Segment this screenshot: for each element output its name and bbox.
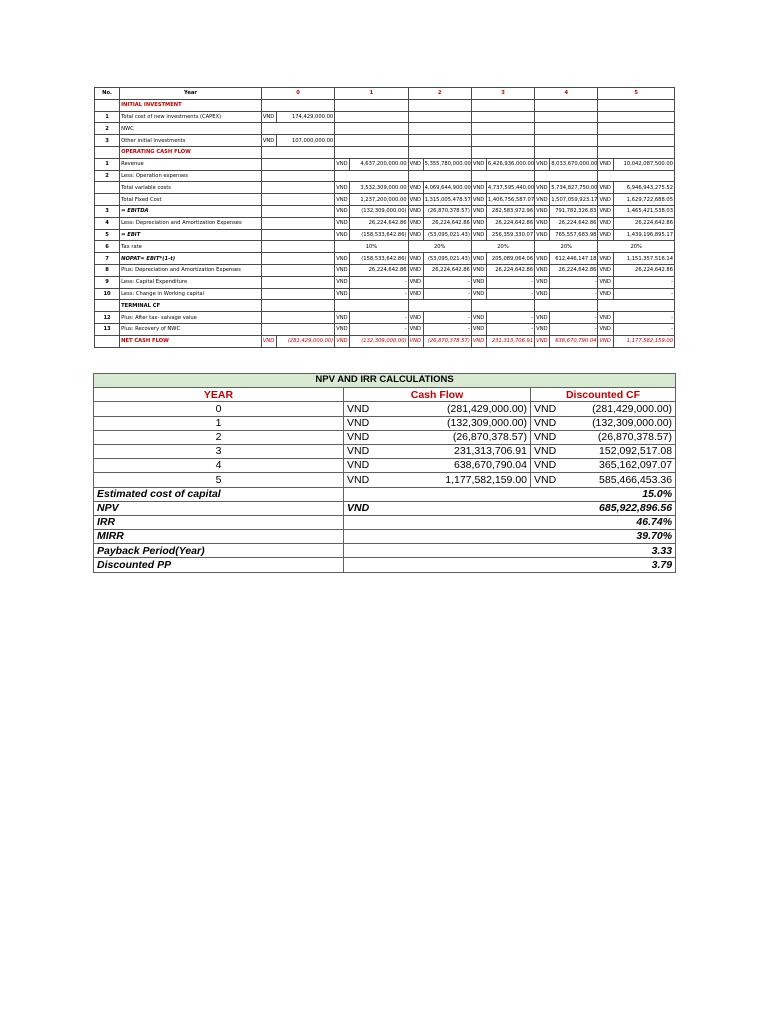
npv-value: 685,922,896.56 [384,501,676,515]
irr-row [94,515,676,529]
row-label: Plus: After tax- salvage value [120,312,262,324]
table-row: Total variable costs VND 3,532,309,000.00 VND 4,069,644,900.00 VND 4,737,595,440.00 VND 5,734,827,750.00 VND 6,946,943,275.52 [95,182,675,194]
row-label: Less: Operation expenses [120,170,262,182]
row-label: Plus: Depreciation and Amortization Expenses [120,264,262,276]
year-2-header: 2 [408,88,471,100]
irr-value: 46.74% [344,515,676,529]
section-row-initial [95,99,675,111]
cost-of-capital-value: 15.0% [344,487,676,501]
table-row: 13 Plus: Recovery of NWC VND - VND - VND - VND - VND - [95,323,675,335]
table-row: 3 = EBITDA VND (132,309,000.00) VND (26,870,378.57) VND 282,583,972.96 VND 791,782,326.83 VND 1,465,421,538.03 [95,205,675,217]
row-label: Less: Change in Working capital [120,288,262,300]
table-row: 4 VND 638,670,790.04 VND 365,162,097.07 [94,459,676,473]
table-header-row [95,88,675,100]
payback-row [94,544,676,558]
net-cash-flow-label: NET CASH FLOW [120,335,262,347]
row-label: Total Fixed Cost [120,194,262,206]
cash-flow-table [94,87,675,348]
col-no-header: No. [95,88,120,100]
table-row: 3 VND 231,313,706.91 VND 152,092,517.08 [94,444,676,458]
year-4-header: 4 [535,88,598,100]
section-operating-cash-flow: OPERATING CASH FLOW [120,146,262,158]
table-row: 4 Less: Depreciation and Amortization Expenses VND 26,224,642.86 VND 26,224,642.86 VND 26,224,642.86 VND 26,224,642.86 VND 26,224,642.86 [95,217,675,229]
table-row: 1 Total cost of new investments (CAPEX) VND 174,429,000.00 [95,111,675,123]
year-3-header: 3 [471,88,534,100]
payback-value: 3.33 [344,544,676,558]
section-row-terminal [95,300,675,312]
table-row: 6 Tax rate 10% 20% 20% 20% 20% [95,241,675,253]
payback-label: Payback Period(Year) [94,544,344,558]
table-row: 1 VND (132,309,000.00) VND (132,309,000.00) [94,416,676,430]
section-initial-investment: INITIAL INVESTMENT [120,99,262,111]
table-row: 5 VND 1,177,582,159.00 VND 585,466,453.36 [94,473,676,487]
table-row: 10 Less: Change in Working capital VND - VND - VND - VND - VND - [95,288,675,300]
row-label: = EBIT [120,229,262,241]
row-label: NWC [120,123,262,135]
col-cash-flow-header: Cash Flow [344,388,531,402]
row-label: Tax rate [120,241,262,253]
cost-of-capital-row [94,487,676,501]
net-cash-flow-row: NET CASH FLOW VND (281,429,000.00) VND (132,309,000.00) VND (26,870,378.57) VND 231,313,706.91 VND 638,670,790.04 VND 1,177,582,159.00 [95,335,675,347]
row-label: Other initial investments [120,135,262,147]
discounted-pp-row [94,558,676,572]
row-label: = EBITDA [120,205,262,217]
table-row: 7 NOPAT= EBIT*(1-t) VND (158,533,642.86) VND (53,095,021.43) VND 205,089,064.06 VND 612,446,147.18 VND 1,151,357,516.14 [95,253,675,265]
npv-header-row [94,388,676,402]
npv-currency: VND [344,501,384,515]
mirr-label: MIRR [94,530,344,544]
year-5-header: 5 [598,88,675,100]
discounted-pp-value: 3.79 [344,558,676,572]
row-label: Plus: Recovery of NWC [120,323,262,335]
section-row-operating [95,146,675,158]
table-row: 2 Less: Operation expenses [95,170,675,182]
table-row: 1 Revenue VND 4,637,200,000.00 VND 5,355,780,000.00 VND 6,426,936,000.00 VND 8,033,670,000.00 VND 10,042,087,500.00 [95,158,675,170]
npv-row [94,501,676,515]
row-label: Less: Capital Expenditure [120,276,262,288]
discounted-pp-label: Discounted PP [94,558,344,572]
row-label: Total variable costs [120,182,262,194]
row-label: NOPAT= EBIT*(1-t) [120,253,262,265]
year-1-header: 1 [335,88,408,100]
col-year-header: Year [120,88,262,100]
table-row: 9 Less: Capital Expenditure VND - VND - VND - VND - VND - [95,276,675,288]
table-row: 5 = EBIT VND (158,533,642.86) VND (53,095,021.43) VND 256,359,330.07 VND 765,557,683.98 VND 1,439,196,895.17 [95,229,675,241]
table-row: 2 VND (26,870,378.57) VND (26,870,378.57) [94,430,676,444]
col-discounted-cf-header: Discounted CF [531,388,676,402]
row-label: Revenue [120,158,262,170]
row-label: Total cost of new investments (CAPEX) [120,111,262,123]
table-row: Total Fixed Cost VND 1,237,200,000.00 VND 1,315,005,478.57 VND 1,406,756,587.07 VND 1,507,059,923.17 VND 1,629,722,688.05 [95,194,675,206]
npv-label: NPV [94,501,344,515]
cost-of-capital-label: Estimated cost of capital [94,487,344,501]
irr-label: IRR [94,515,344,529]
col-year-header: YEAR [94,388,344,402]
table-row: 2 NWC [95,123,675,135]
row-label: Less: Depreciation and Amortization Expenses [120,217,262,229]
npv-table-title: NPV AND IRR CALCULATIONS [94,374,676,388]
mirr-row [94,530,676,544]
npv-irr-table [93,373,676,573]
table-row: 12 Plus: After tax- salvage value VND - VND - VND - VND - VND - [95,312,675,324]
year-0-header: 0 [261,88,334,100]
table-row: 0 VND (281,429,000.00) VND (281,429,000.00) [94,402,676,416]
table-row: 3 Other initial investments VND 107,000,000.00 [95,135,675,147]
table-row: 8 Plus: Depreciation and Amortization Expenses VND 26,224,642.86 VND 26,224,642.86 VND 26,224,642.86 VND 26,224,642.86 VND 26,224,642.86 [95,264,675,276]
mirr-value: 39.70% [344,530,676,544]
section-terminal-cf: TERMINAL CF [120,300,262,312]
